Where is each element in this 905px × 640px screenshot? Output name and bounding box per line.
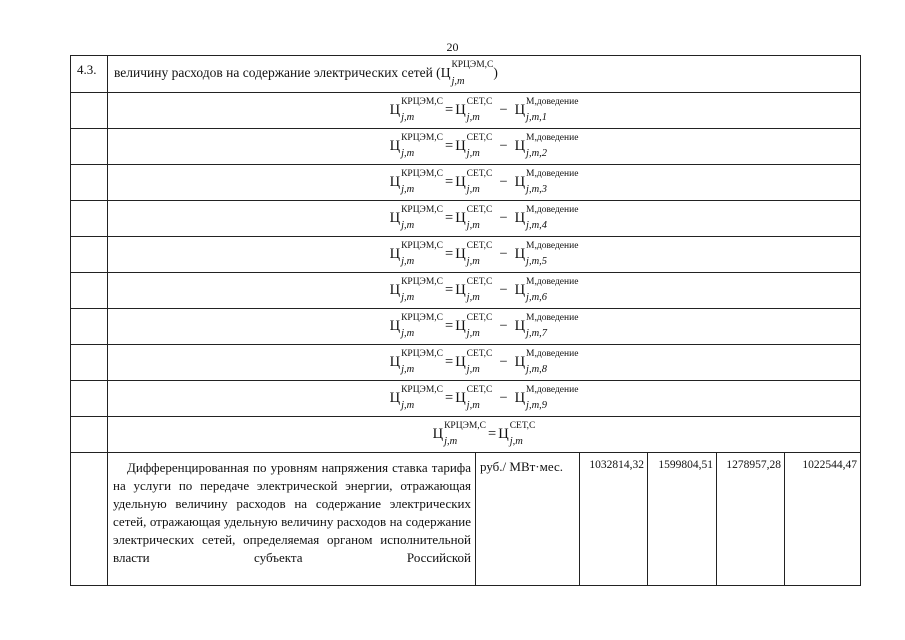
empty-number-cell — [71, 201, 108, 237]
formula-lhs-symbol: Ц КРЦЭМ,С j,m — [389, 240, 443, 267]
minus-sign: − — [499, 245, 508, 262]
equals-sign: = — [445, 173, 454, 190]
formula — [108, 237, 861, 273]
formula-rhs-symbol: Ц СЕТ,С j,m — [455, 312, 493, 339]
formula-rhs-symbol: Ц СЕТ,С j,m — [455, 276, 493, 303]
value-cell: 1278957,28 — [717, 453, 785, 586]
formula-subtrahend-symbol: Ц М,доведение j,m,1 — [514, 96, 579, 123]
formula — [108, 381, 861, 417]
formula-lhs-symbol: Ц КРЦЭМ,С j,m — [432, 420, 487, 447]
title-symbol: Ц КРЦЭМ,С j,m — [440, 60, 494, 87]
equals-sign: = — [445, 281, 454, 298]
value-cell: 1599804,51 — [648, 453, 717, 586]
equals-sign: = — [445, 389, 454, 406]
formula-rhs-symbol: Ц СЕТ,С j,m — [455, 348, 493, 375]
formula-subtrahend-symbol: Ц М,доведение j,m,7 — [514, 312, 579, 339]
formula-lhs-symbol: Ц КРЦЭМ,С j,m — [389, 276, 443, 303]
section-title-text: величину расходов на содержание электрических сетей ( — [114, 65, 441, 81]
value-cell: 1022544,47 — [785, 453, 861, 586]
formula-rhs-symbol: Ц СЕТ,С j,m — [455, 204, 493, 231]
empty-number-cell — [71, 93, 108, 129]
equals-sign: = — [445, 101, 454, 118]
equals-sign: = — [445, 209, 454, 226]
formula-lhs-symbol: Ц КРЦЭМ,С j,m — [389, 132, 443, 159]
formula-subtrahend-symbol: Ц М,доведение j,m,2 — [514, 132, 579, 159]
formula — [108, 201, 861, 237]
page-number: 20 — [446, 40, 459, 54]
minus-sign: − — [499, 389, 508, 406]
empty-number-cell — [71, 237, 108, 273]
equals-sign: = — [488, 425, 497, 442]
minus-sign: − — [499, 209, 508, 226]
section-title-row — [71, 56, 861, 93]
formula — [108, 309, 861, 345]
formula-rhs-symbol: Ц СЕТ,С j,m — [455, 96, 493, 123]
formula-subtrahend-symbol: Ц М,доведение j,m,9 — [514, 384, 579, 411]
indicator-description: Дифференцированная по уровням напряжения ставка тарифа на услуги по передаче электрической энергии, отражающая удельную величину расходов на содержание электрических сетей, отражающая удельную величину расходов на содержание электрических сетей, определяемая органом исполнительной власти субъекта Российской — [108, 453, 476, 586]
tariff-table — [70, 55, 861, 586]
equals-sign: = — [445, 137, 454, 154]
formula — [108, 93, 861, 129]
formula-row — [71, 237, 861, 273]
formula-row — [71, 165, 861, 201]
equals-sign: = — [445, 317, 454, 334]
formula-lhs-symbol: Ц КРЦЭМ,С j,m — [389, 96, 443, 123]
formula-rhs-symbol: Ц СЕТ,С j,m — [455, 132, 493, 159]
formula-lhs-symbol: Ц КРЦЭМ,С j,m — [389, 204, 443, 231]
formula-lhs-symbol: Ц КРЦЭМ,С j,m — [389, 312, 443, 339]
unit-cell: руб./ МВт·мес. — [476, 453, 580, 586]
empty-number-cell — [71, 129, 108, 165]
data-row — [71, 453, 861, 586]
formula — [108, 129, 861, 165]
empty-number-cell — [71, 273, 108, 309]
formula-subtrahend-symbol: Ц М,доведение j,m,5 — [514, 240, 579, 267]
formula-rhs-symbol: Ц СЕТ,С j,m — [498, 420, 536, 447]
final-formula — [108, 417, 861, 453]
formula-row — [71, 201, 861, 237]
formula-lhs-symbol: Ц КРЦЭМ,С j,m — [389, 168, 443, 195]
formula-subtrahend-symbol: Ц М,доведение j,m,4 — [514, 204, 579, 231]
section-number: 4.3. — [71, 56, 108, 93]
formula-row — [71, 309, 861, 345]
equals-sign: = — [445, 353, 454, 370]
minus-sign: − — [499, 353, 508, 370]
formula-row — [71, 129, 861, 165]
empty-number-cell — [71, 345, 108, 381]
empty-number-cell — [71, 309, 108, 345]
formula-rhs-symbol: Ц СЕТ,С j,m — [455, 168, 493, 195]
formula-rhs-symbol: Ц СЕТ,С j,m — [455, 384, 493, 411]
section-title — [108, 56, 861, 93]
minus-sign: − — [499, 317, 508, 334]
formula-row — [71, 381, 861, 417]
formula — [108, 273, 861, 309]
formula-row — [71, 345, 861, 381]
empty-number-cell — [71, 381, 108, 417]
formula-subtrahend-symbol: Ц М,доведение j,m,8 — [514, 348, 579, 375]
formula-lhs-symbol: Ц КРЦЭМ,С j,m — [389, 384, 443, 411]
final-formula-row — [71, 417, 861, 453]
section-title-close: ) — [493, 65, 498, 81]
value-cell: 1032814,32 — [580, 453, 648, 586]
formula-subtrahend-symbol: Ц М,доведение j,m,3 — [514, 168, 579, 195]
empty-number-cell — [71, 417, 108, 453]
minus-sign: − — [499, 137, 508, 154]
empty-number-cell — [71, 165, 108, 201]
minus-sign: − — [499, 101, 508, 118]
formula-row — [71, 273, 861, 309]
minus-sign: − — [499, 173, 508, 190]
empty-number-cell — [71, 453, 108, 586]
minus-sign: − — [499, 281, 508, 298]
formula — [108, 345, 861, 381]
formula-lhs-symbol: Ц КРЦЭМ,С j,m — [389, 348, 443, 375]
formula — [108, 165, 861, 201]
formula-row — [71, 93, 861, 129]
equals-sign: = — [445, 245, 454, 262]
formula-rhs-symbol: Ц СЕТ,С j,m — [455, 240, 493, 267]
formula-subtrahend-symbol: Ц М,доведение j,m,6 — [514, 276, 579, 303]
